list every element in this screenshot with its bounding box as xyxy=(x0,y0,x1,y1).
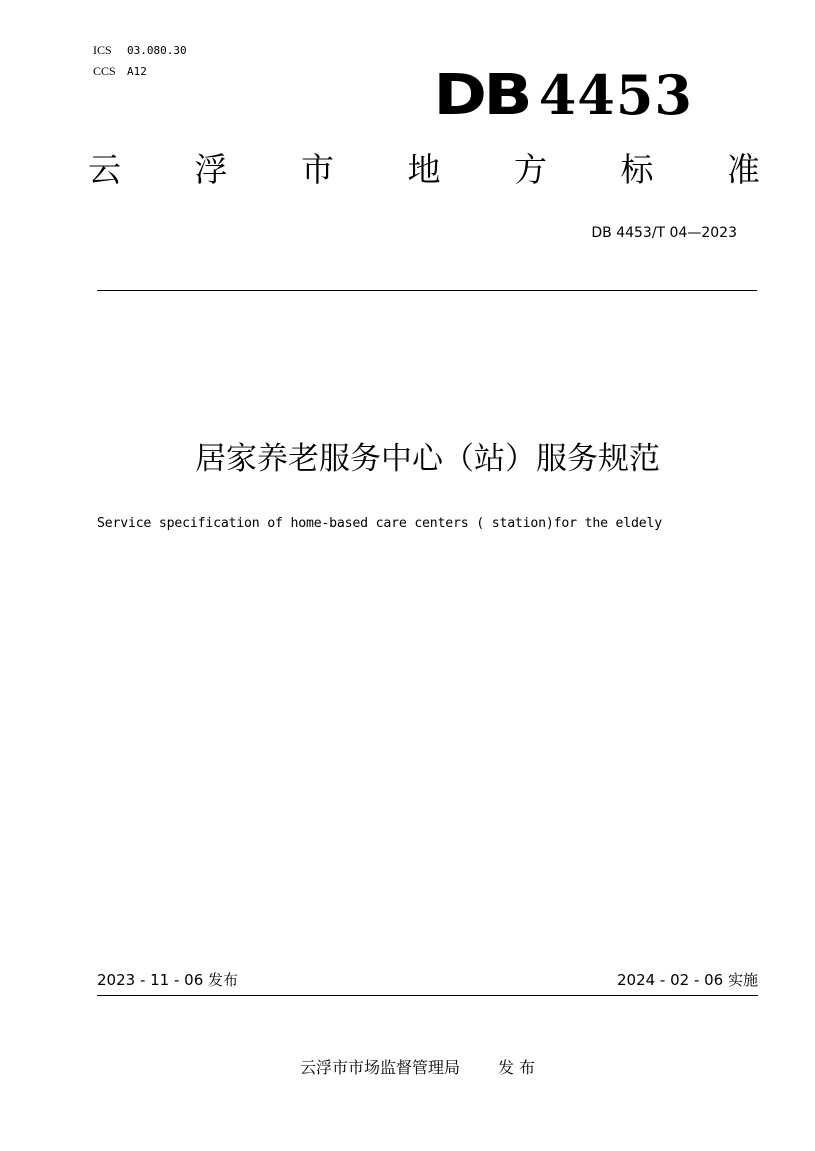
issue-date: 2023 - 11 - 06 发布 xyxy=(97,971,239,989)
ics-code xyxy=(93,40,187,61)
document-title-chinese: 居家养老服务中心（站）服务规范 xyxy=(195,441,660,477)
standard-type-char: 浮 xyxy=(194,150,228,189)
standard-type-char: 方 xyxy=(514,150,547,189)
publisher-line xyxy=(0,1055,815,1078)
standard-type-char: 云 xyxy=(88,150,121,189)
standard-type-char: 准 xyxy=(727,150,760,189)
db-standard-logo xyxy=(433,63,693,128)
standard-type-char: 地 xyxy=(407,150,441,189)
standard-number: DB 4453/T 04—2023 xyxy=(591,225,737,241)
ics-label: ICS xyxy=(93,43,112,57)
implementation-date: 2024 - 02 - 06 实施 xyxy=(616,971,758,989)
ccs-value: A12 xyxy=(127,65,147,78)
standard-type-heading xyxy=(88,150,760,189)
standard-type-char: 标 xyxy=(620,150,654,189)
standard-type-char: 市 xyxy=(301,150,334,189)
region-code: 4453 xyxy=(538,63,693,127)
top-divider xyxy=(97,290,757,291)
publisher-name: 云浮市市场监督管理局 xyxy=(299,1058,460,1077)
ics-value: 03.080.30 xyxy=(127,44,187,57)
classification-codes xyxy=(93,40,187,82)
ccs-label: CCS xyxy=(93,64,116,78)
date-row xyxy=(97,973,758,988)
db-mark: DB xyxy=(433,63,529,128)
ccs-code xyxy=(93,61,187,82)
publish-action: 发 布 xyxy=(497,1058,536,1077)
document-title-english: Service specification of home-based care centers ( station)for the eldely xyxy=(97,516,662,531)
bottom-divider xyxy=(97,995,758,996)
